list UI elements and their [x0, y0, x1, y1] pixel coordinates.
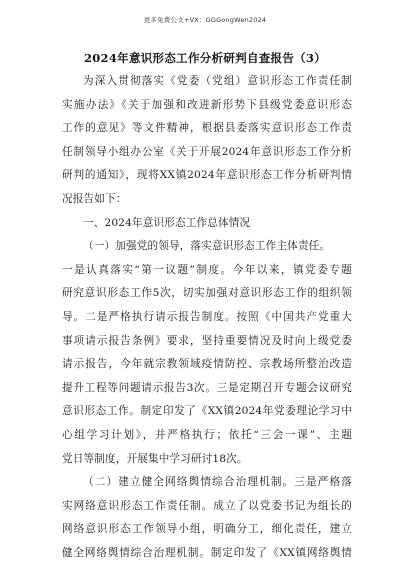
subsection-heading: （一）加强党的领导，落实意识形态工作主体责任。 — [83, 240, 331, 253]
paragraph-line: 意识形态工作。制定印发了《XX镇2024年党委理论学习中 — [62, 405, 352, 418]
paragraph-line: 导。二是严格执行请示报告制度。按照《中国共产党重大 — [62, 310, 352, 323]
paragraph-line: 工作的意见》等文件精神，根据县委落实意识形态工作责 — [62, 122, 352, 135]
paragraph-line: 况报告如下： — [62, 192, 127, 205]
paragraph-line: 网络意识形态工作领导小组，明确分工，细化责任，建立 — [62, 523, 352, 536]
page-header-watermark: 更多免费公文+VX：GGGongWen2024 — [143, 16, 267, 24]
paragraph-line: 研判的通知》，现将XX镇2024年意识形态工作分析研判情 — [62, 169, 352, 182]
paragraph-line: 事项请示报告条例》要求，坚持重要情况及时向上级党委 — [62, 334, 352, 347]
paragraph-line: 请示报告，今年就宗教领域疫情防控、宗教场所整治改造 — [62, 358, 352, 371]
paragraph-line: 研究意识形态工作5次，切实加强对意识形态工作的组织领 — [62, 287, 352, 300]
subsection-heading: （二）建立健全网络舆情综合治理机制。三是严格落 — [83, 476, 352, 489]
paragraph-line: 任制领导小组办公室《关于开展2024年意识形态工作分析 — [62, 145, 352, 158]
document-body — [62, 70, 352, 565]
paragraph-line: 一是认真落实“第一议题”制度。今年以来，镇党委专题 — [62, 263, 352, 276]
document-title: 2024年意识形态工作分析研判自查报告（3） — [83, 51, 327, 65]
paragraph-line: 提升工程等问题请示报告3次。三是定期召开专题会议研究 — [62, 381, 352, 394]
paragraph-line: 为深入贯彻落实《党委（党组）意识形态工作责任制 — [83, 75, 352, 87]
paragraph-line: 实网络意识形态工作责任制。成立了以党委书记为组长的 — [62, 499, 352, 512]
paragraph-line: 健全网络舆情综合治理机制。制定印发了《XX镇网络舆情 — [62, 546, 352, 559]
paragraph-line: 党日等制度，开展集中学习研讨18次。 — [62, 452, 248, 465]
paragraph-line: 心组学习计划》，并严格执行；依托“三会一课”、主题 — [62, 428, 352, 441]
paragraph-line: 实施办法》《关于加强和改进新形势下县级党委意识形态 — [62, 98, 352, 111]
section-heading: 一、2024年意识形态工作总体情况 — [83, 216, 251, 229]
